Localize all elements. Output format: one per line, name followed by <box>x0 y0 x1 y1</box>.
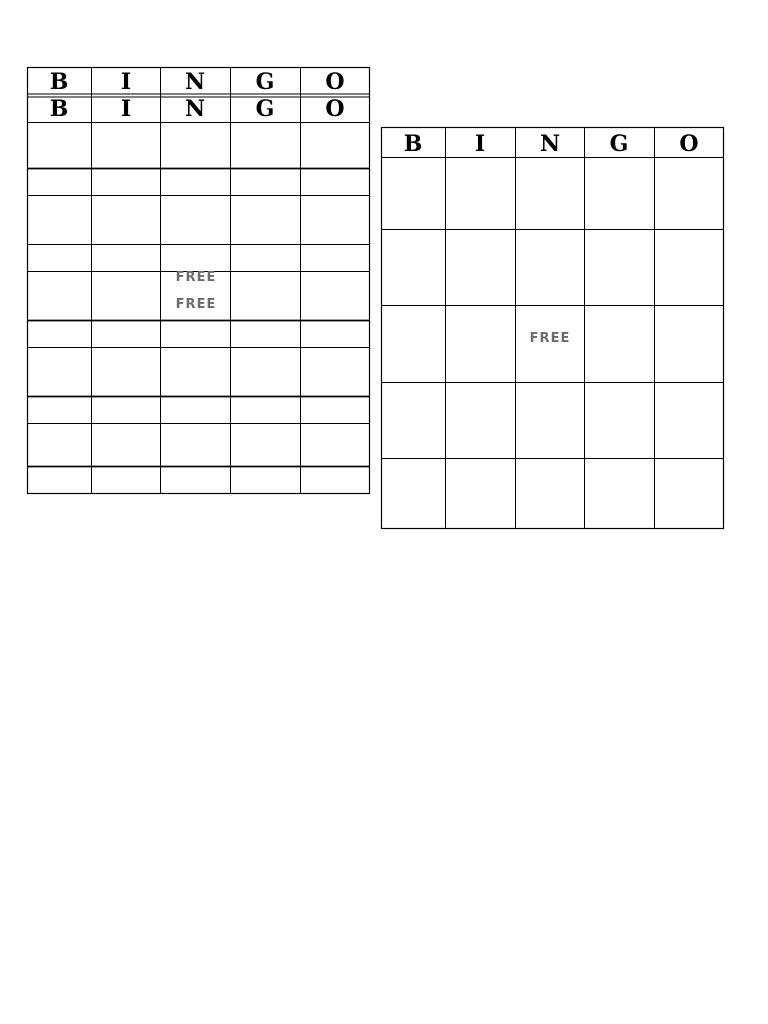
header-letter-o: O <box>679 131 699 157</box>
free-space-label: FREE <box>175 270 217 285</box>
header-letter-n: N <box>539 131 561 157</box>
header-letter-i: I <box>474 131 486 157</box>
header-letter-g: G <box>255 96 275 122</box>
header-letter-g: G <box>255 69 275 95</box>
header-letter-o: O <box>325 96 345 122</box>
header-letter-n: N <box>184 96 206 122</box>
header-letter-g: G <box>609 131 629 157</box>
free-space-label: FREE <box>529 331 571 346</box>
header-letter-i: I <box>120 96 132 122</box>
header-letter-o: O <box>325 69 345 95</box>
header-letter-b: B <box>49 96 69 122</box>
bingo-card-right <box>381 127 724 529</box>
header-letter-i: I <box>120 69 132 95</box>
header-letter-b: B <box>49 69 69 95</box>
free-space-label: FREE <box>175 297 217 312</box>
header-letter-b: B <box>403 131 423 157</box>
card-border <box>382 128 724 529</box>
header-letter-n: N <box>184 69 206 95</box>
bingo-card-left <box>27 67 370 494</box>
